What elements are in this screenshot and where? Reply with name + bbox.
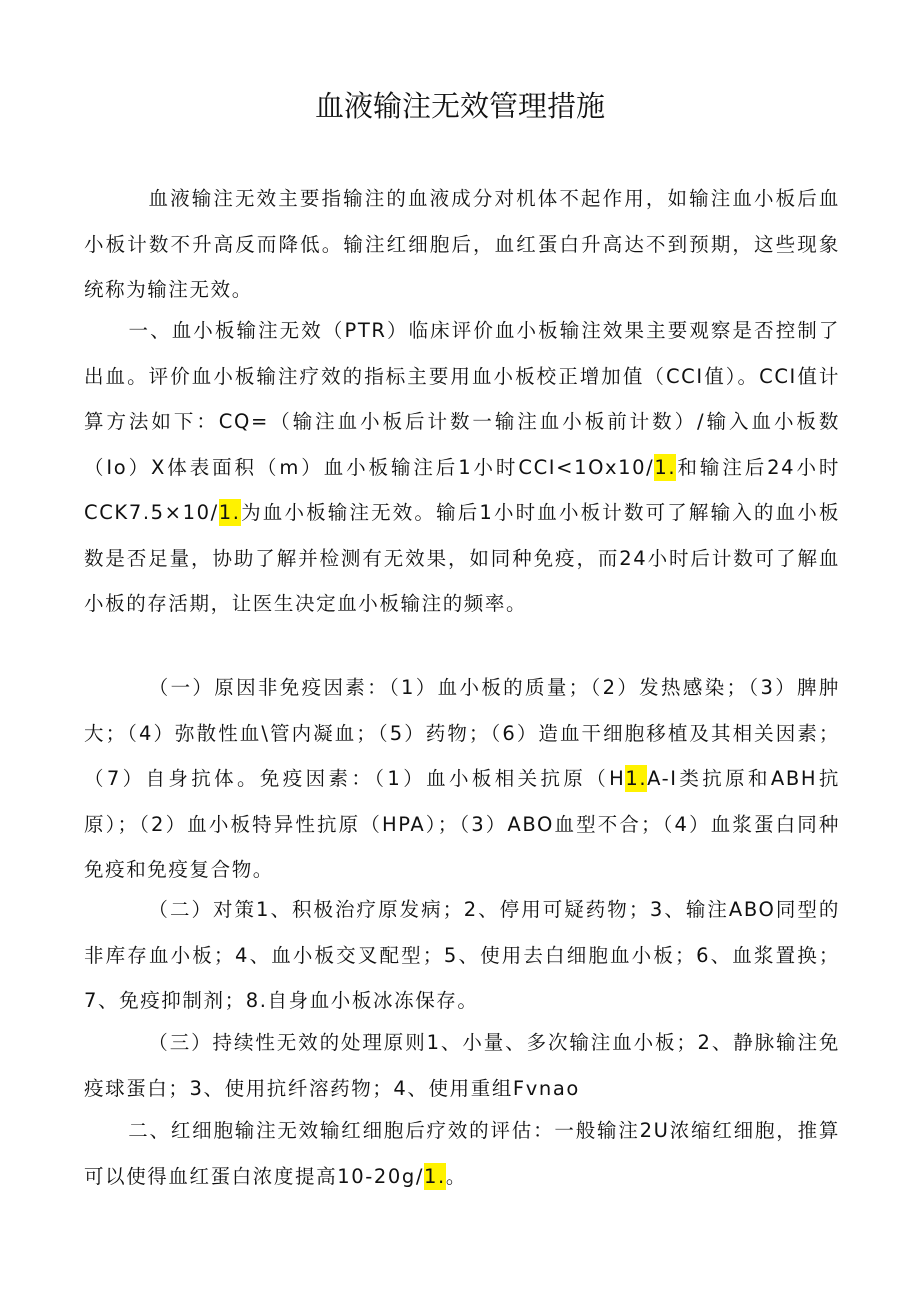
text-segment: （二）对策1、积极治疗原发病；2、停用可疑药物；3、输注ABO同型的非库存血小板；4、血小板交叉配型；5、使用去白细胞血小板；6、血浆置换；7、免疫抑制剂；8.自身血小板冰冻保存。 bbox=[84, 898, 840, 1012]
text-segment: A-I类抗原和ABH抗原）；（2）血小板特异性抗原（HPA）；（3）ABO血型不合；（4）血浆蛋白同种免疫和免疫复合物。 bbox=[84, 767, 840, 881]
highlighted-text: 1. bbox=[654, 455, 677, 479]
page-title: 血液输注无效管理措施 bbox=[314, 89, 605, 123]
highlighted-text: 1. bbox=[218, 501, 241, 524]
text-segment: 和输注后24小时CCK7.5×10/ bbox=[84, 455, 840, 524]
paragraph-intro bbox=[84, 176, 840, 313]
highlighted-text: 1. bbox=[424, 1164, 446, 1188]
text-segment: 二、红细胞输注无效输红细胞后疗效的评估：一般输注2U浓缩红细胞，推算可以使得血红蛋白浓度提高10-20g/ bbox=[84, 1119, 840, 1188]
paragraph-section-1 bbox=[84, 308, 840, 627]
paragraph-section-1-causes bbox=[84, 665, 840, 893]
text-segment: （三）持续性无效的处理原则1、小量、多次输注血小板；2、静脉输注免疫球蛋白；3、使用抗纤溶药物；4、使用重组Fvnao bbox=[84, 1031, 840, 1100]
paragraph-section-1-persistent bbox=[84, 1020, 840, 1111]
text-segment: （一）原因非免疫因素：（1）血小板的质量；（2）发热感染；（3）脾肿大；（4）弥散性血\管内凝血；（5）药物；（6）造血干细胞移植及其相关因素；（7）自身抗体。免疫因素：（1）血小板相关抗原（H bbox=[84, 676, 840, 790]
paragraph-section-1-countermeasures bbox=[84, 887, 840, 1024]
text-segment: 一、血小板输注无效（PTR）临床评价血小板输注效果主要观察是否控制了出血。评价血小板输注疗效的指标主要用血小板校正增加值（CCI值）。CCI值计算方法如下：CQ=（输注血小板后计数一输注血小板前计数）/输入血小板数（Io）X体表面积（m）血小板输注后1小时CCI<1Ox10/ bbox=[84, 319, 840, 479]
paragraph-section-2 bbox=[84, 1108, 840, 1199]
text-segment: 血液输注无效主要指输注的血液成分对机体不起作用，如输注血小板后血小板计数不升高反而降低。输注红细胞后，血红蛋白升高达不到预期，这些现象统称为输注无效。 bbox=[84, 187, 840, 301]
text-segment: 为血小板输注无效。输后1小时血小板计数可了解输入的血小板数是否足量，协助了解并检测有无效果，如同种免疫，而24小时后计数可了解血小板的存活期，让医生决定血小板输注的频率。 bbox=[84, 501, 840, 615]
highlighted-text: 1. bbox=[625, 767, 648, 790]
text-segment: 。 bbox=[445, 1164, 467, 1188]
